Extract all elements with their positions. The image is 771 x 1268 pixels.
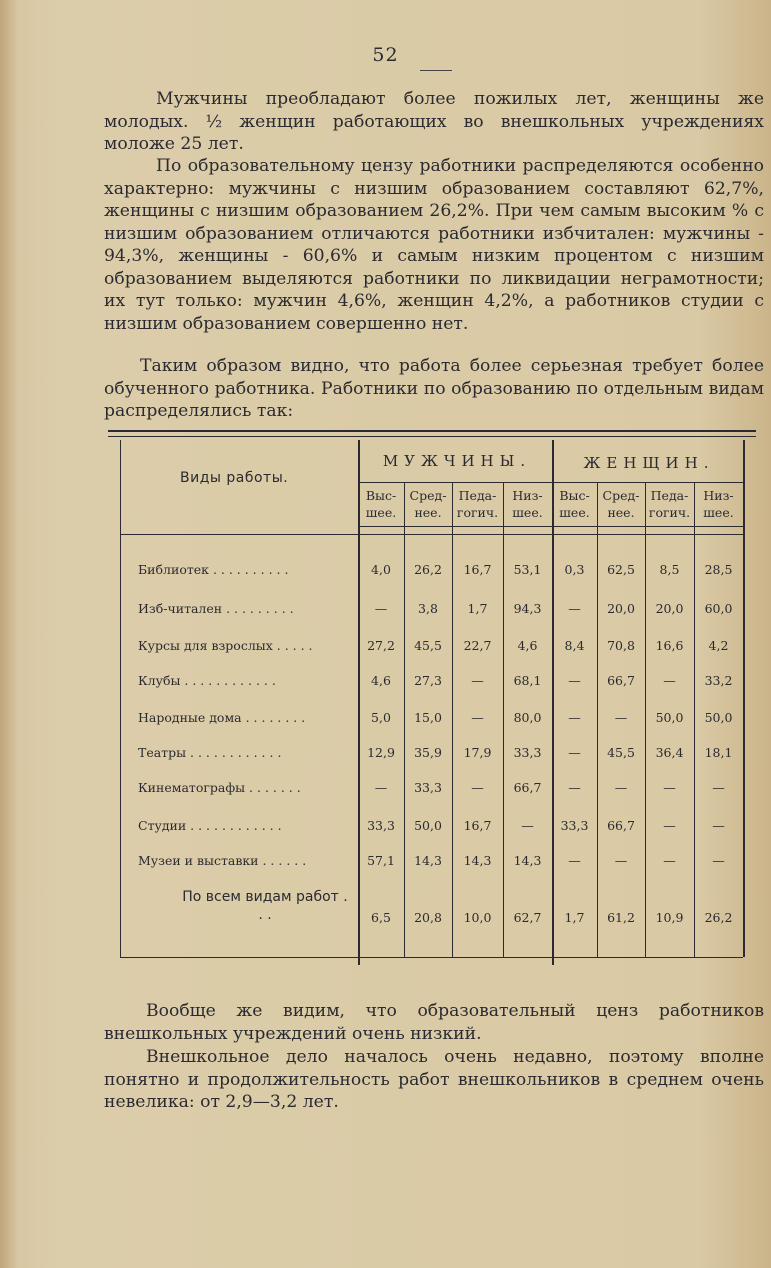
table-cell: 26,2 <box>704 910 733 925</box>
table-cell: — <box>568 780 581 795</box>
table-cell: 10,9 <box>655 910 684 925</box>
paragraph-1: Мужчины преобладают более пожилых лет, женщины же молодых. ½ женщин работающих во внешкольных учреждениях моложе 25 лет. <box>104 89 764 154</box>
paragraph-4: Вообще же видим, что образовательный ценз работников внешкольных учреждений очень низкий. <box>104 1001 764 1044</box>
table-cell: — <box>712 780 725 795</box>
table-cell: 20,0 <box>655 601 684 616</box>
table-cell: 3,8 <box>418 601 438 616</box>
table-cell: — <box>568 673 581 688</box>
table-cell: 33,3 <box>513 745 542 760</box>
table-top-rule-thin <box>108 436 756 437</box>
table-cell: 50,0 <box>704 710 733 725</box>
table-cell: — <box>614 853 628 868</box>
table-cell: 60,0 <box>704 601 733 616</box>
table-cell: 10,0 <box>463 910 492 925</box>
table-cell: 0,3 <box>564 562 585 577</box>
table-subheader-rule <box>358 526 743 527</box>
table-cell: 5,0 <box>371 710 391 725</box>
row-label: Курсы для взрослых . . . . . <box>138 638 313 653</box>
sub-header-5: Сред- нее. <box>602 488 640 520</box>
table-cell: 4,0 <box>371 562 391 577</box>
table-cell: 27,3 <box>414 673 442 688</box>
table-group-rule <box>358 482 743 483</box>
table-cell: 50,0 <box>655 710 684 725</box>
sub-header-6: Педа- гогич. <box>648 488 691 520</box>
table-cell: 16,7 <box>463 818 492 833</box>
table-cell: — <box>374 780 388 795</box>
row-label: Библиотек . . . . . . . . . . <box>138 562 289 577</box>
sub-header-1: Сред- нее. <box>409 488 447 520</box>
table-bottom-rule <box>120 957 743 958</box>
table-cell: 8,5 <box>659 562 680 577</box>
row-label: Театры . . . . . . . . . . . . <box>138 745 282 760</box>
table-top-rule <box>108 430 756 432</box>
table-cell: 45,5 <box>414 638 442 653</box>
kind-header: Виды работы. <box>180 470 289 486</box>
table-cell: 16,7 <box>463 562 492 577</box>
table-cell: 12,9 <box>367 745 395 760</box>
table-cell: 36,4 <box>655 745 684 760</box>
sub-header-2: Педа- гогич. <box>456 488 499 520</box>
table-cell: — <box>712 853 725 868</box>
table-cell: — <box>374 601 388 616</box>
table-cell: 33,3 <box>560 818 589 833</box>
table-cell: 61,2 <box>607 910 635 925</box>
table-cell: 53,1 <box>513 562 542 577</box>
table-cell: 66,7 <box>607 673 635 688</box>
table-cell: — <box>568 601 581 616</box>
table-cell: 66,7 <box>607 818 635 833</box>
page-number-rule <box>420 70 452 71</box>
table-cell: 33,3 <box>367 818 395 833</box>
table-cell: 70,8 <box>607 638 635 653</box>
table-right-border <box>743 440 745 957</box>
table-cell: — <box>663 673 676 688</box>
group-header-women: ЖЕНЩИН. <box>583 454 715 472</box>
table-cell: 20,8 <box>414 910 442 925</box>
table-cell: — <box>663 818 676 833</box>
table-cell: 4,6 <box>517 638 538 653</box>
table-cell: — <box>568 745 581 760</box>
table-cell: 1,7 <box>467 601 488 616</box>
table-header-bottom-rule <box>120 534 743 535</box>
sub-header-0: Выс- шее. <box>365 488 397 520</box>
table-cell: 20,0 <box>607 601 635 616</box>
table-cell: 28,5 <box>704 562 733 577</box>
table-cell: 94,3 <box>513 601 542 616</box>
table-cell: — <box>614 780 628 795</box>
table-cell: — <box>568 853 581 868</box>
table-cell: 50,0 <box>414 818 442 833</box>
table-cell: 8,4 <box>564 638 585 653</box>
table-cell: 80,0 <box>513 710 542 725</box>
sub-header-3: Низ- шее. <box>512 488 543 520</box>
table-cell: 1,7 <box>564 910 585 925</box>
table-cell: 16,6 <box>655 638 684 653</box>
table-cell: — <box>663 853 676 868</box>
table-cell: 33,3 <box>414 780 442 795</box>
table-cell: 68,1 <box>513 673 542 688</box>
table-cell: — <box>568 710 581 725</box>
table-cell: — <box>471 673 484 688</box>
table-cell: 45,5 <box>607 745 635 760</box>
paragraph-2: По образовательному цензу работники распределяются особенно характерно: мужчины с низшим образованием составляют 62,7%, женщины с низшим образованием 26,2%. При чем самым высоким % с низшим образованием отличаются работники избчитален: мужчины - 94,3%, женщины - 60,6% и самым низким процентом с низшим образованием выделяются работники по ликвидации неграмотности; их тут только: мужчин 4,6%, женщин 4,2%, а работников студии с низшим образованием совершенно нет. <box>104 156 764 334</box>
page-number: 52 <box>372 44 399 66</box>
table-cell: 4,2 <box>708 638 729 653</box>
table-left-border <box>120 440 121 957</box>
table-cell: 18,1 <box>704 745 733 760</box>
table-cell: 66,7 <box>513 780 542 795</box>
table-cell: 14,3 <box>463 853 492 868</box>
row-label: Музеи и выставки . . . . . . <box>138 853 307 868</box>
row-label: Народные дома . . . . . . . . <box>138 710 306 725</box>
table-cell: — <box>712 818 725 833</box>
sub-header-4: Выс- шее. <box>559 488 590 520</box>
table-cell: 57,1 <box>367 853 395 868</box>
table-cell: 27,2 <box>367 638 395 653</box>
row-label: По всем видам работ . . . <box>182 889 348 923</box>
table-cell: 4,6 <box>371 673 391 688</box>
table-cell: — <box>471 710 484 725</box>
table-cell: — <box>521 818 534 833</box>
table-cell: — <box>471 780 484 795</box>
table-cell: 35,9 <box>414 745 442 760</box>
table-cell: — <box>663 780 676 795</box>
table-cell: 14,3 <box>414 853 442 868</box>
table-cell: 17,9 <box>463 745 492 760</box>
table-cell: 33,2 <box>704 673 733 688</box>
row-label: Кинематографы . . . . . . . <box>138 780 301 795</box>
table-cell: 62,5 <box>607 562 635 577</box>
table-cell: 62,7 <box>513 910 542 925</box>
group-header-men: МУЖЧИНЫ. <box>382 452 532 470</box>
row-label: Изб-читален . . . . . . . . . <box>138 601 294 616</box>
table-cell: 22,7 <box>463 638 492 653</box>
table-cell: 14,3 <box>513 853 542 868</box>
table-cell: 6,5 <box>371 910 391 925</box>
paragraph-5: Внешкольное дело началось очень недавно, поэтому вполне понятно и продолжительность работ внешкольников в среднем очень невелика: от 2,9—3,2 лет. <box>104 1047 764 1112</box>
sub-header-7: Низ- шее. <box>703 488 734 520</box>
row-label: Клубы . . . . . . . . . . . . <box>138 673 276 688</box>
row-label: Студии . . . . . . . . . . . . <box>138 818 282 833</box>
table-cell: — <box>614 710 628 725</box>
paragraph-3: Таким образом видно, что работа более серьезная требует более обученного работника. Работники по образованию по отдельным видам распределялись так: <box>104 356 764 421</box>
table-cell: 26,2 <box>414 562 442 577</box>
table-cell: 15,0 <box>414 710 442 725</box>
